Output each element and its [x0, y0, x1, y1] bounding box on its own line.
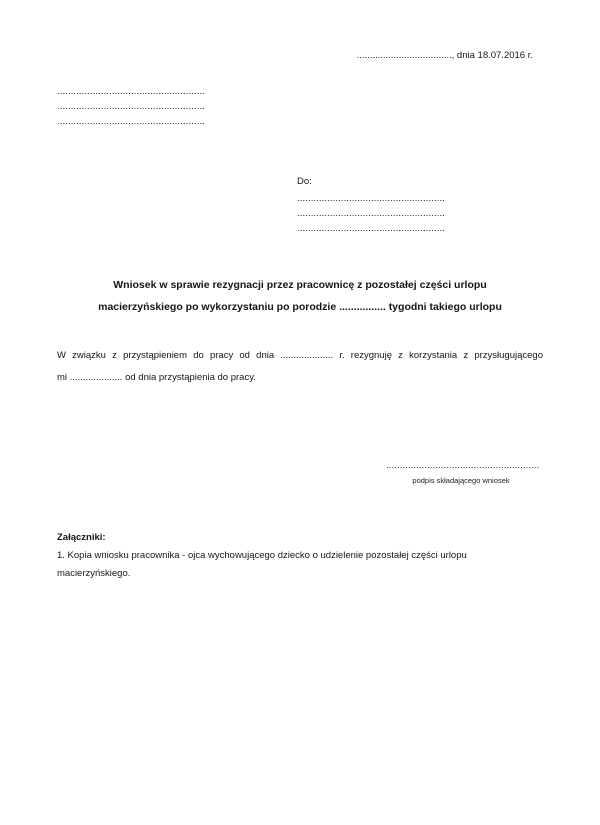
place-fill-in-dots: .................................... — [356, 50, 452, 61]
body-paragraph-line2: mi .................... od dnia przystąpienia do pracy. — [57, 371, 256, 383]
body-paragraph — [57, 345, 543, 388]
date-text: , dnia 18.07.2016 r. — [451, 50, 533, 61]
signature-fill-in-line: ........................................................ — [386, 460, 540, 471]
document-title-line1: Wniosek w sprawie rezygnacji przez pracownicę z pozostałej części urlopu — [113, 279, 487, 291]
attachments-block — [57, 529, 497, 583]
recipient-fill-in-line: ...................................................... — [297, 208, 445, 219]
signature-block — [386, 458, 540, 486]
recipient-block — [297, 174, 445, 236]
date-line — [357, 48, 533, 63]
signature-caption: podpis składającego wniosek — [412, 476, 510, 485]
document-title — [57, 275, 543, 318]
sender-fill-in-line: ...................................................... — [57, 86, 205, 97]
sender-block — [57, 84, 205, 129]
attachments-label: Załączniki: — [57, 532, 106, 543]
recipient-label: Do: — [297, 176, 312, 187]
sender-fill-in-line: ...................................................... — [57, 116, 205, 127]
body-paragraph-line1: W związku z przystąpieniem do pracy od dnia .................... r. rezygnuję z korzystania z przysługującego — [57, 350, 543, 361]
attachment-item: 1. Kopia wniosku pracownika - ojca wychowującego dziecko o udzielenie pozostałej części urlopu macierzyńskiego. — [57, 550, 467, 579]
recipient-fill-in-line: ...................................................... — [297, 193, 445, 204]
recipient-fill-in-line: ...................................................... — [297, 223, 445, 234]
sender-fill-in-line: ...................................................... — [57, 101, 205, 112]
document-title-line2: macierzyńskiego po wykorzystaniu po porodzie ................ tygodni takiego urlopu — [98, 300, 502, 313]
